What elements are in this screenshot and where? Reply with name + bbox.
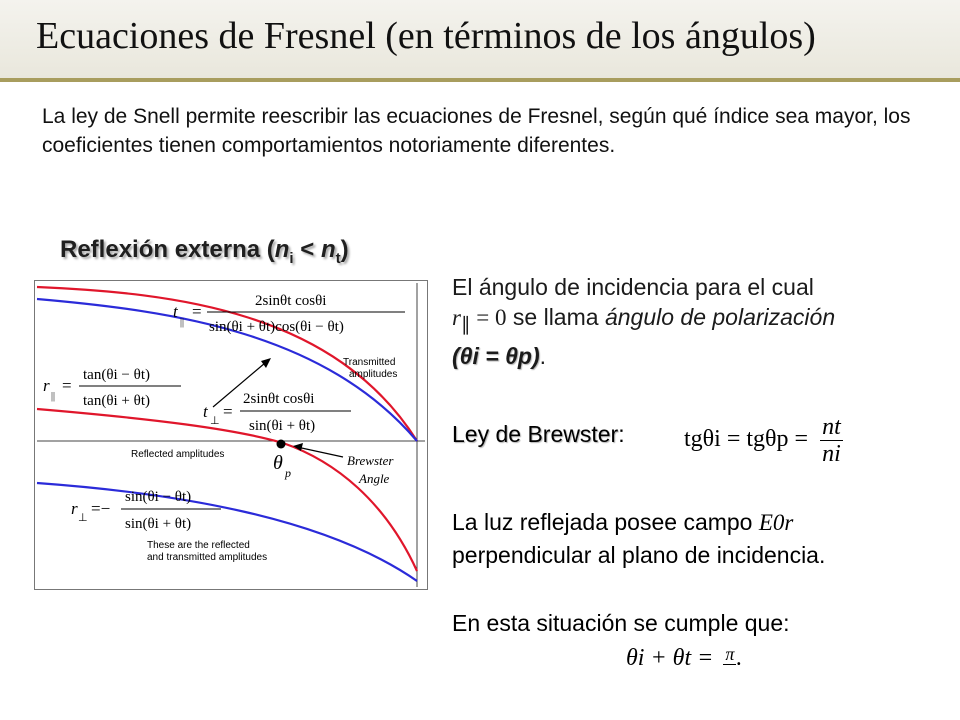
- r-perp-eq-sign: =−: [91, 499, 111, 518]
- subtitle-n-i: n: [274, 236, 290, 263]
- r-perp-lhs: r: [71, 499, 78, 518]
- t-par-eq-sign: =: [192, 302, 202, 321]
- t-perp-eq-sign: =: [223, 402, 233, 421]
- t-perp-sub: ⊥: [210, 415, 220, 427]
- final-eq-lhs: θi + θt =: [626, 645, 714, 672]
- right-panel: [452, 272, 952, 371]
- transmitted-arrowhead: [261, 358, 271, 368]
- p1-end: .: [539, 342, 547, 369]
- r-par-den: tan(θi + θt): [83, 393, 150, 409]
- condition-paragraph: En esta situación se cumple que:: [452, 610, 790, 636]
- p3-line1: [452, 506, 952, 539]
- p1-line1: El ángulo de incidencia para el cual: [452, 274, 814, 300]
- p3-line1-text: La luz reflejada posee campo: [452, 509, 759, 535]
- r-par-sub: ||: [51, 391, 56, 402]
- subtitle-prefix: Reflexión externa (: [60, 236, 275, 263]
- fresnel-plot: [35, 281, 427, 589]
- polarization-paragraph: [452, 506, 952, 572]
- intro-paragraph: La ley de Snell permite reescribir las ecuaciones de Fresnel, según qué índice sea mayor, los coeficientes tienen comportamientos notoriamente diferentes.: [42, 105, 911, 157]
- slide-title: Ecuaciones de Fresnel (en términos de los ángulos): [36, 15, 816, 57]
- brewster-label-2: Angle: [359, 471, 390, 486]
- p1-r-sub: ∥: [460, 314, 471, 336]
- t-par-num: 2sinθt cosθi: [255, 293, 327, 309]
- r-par-num: tan(θi − θt): [83, 367, 150, 383]
- t-perp-lhs: t: [203, 402, 208, 421]
- p3-line2: perpendicular al plano de incidencia.: [452, 542, 826, 568]
- transmitted-label-2: amplitudes: [349, 369, 398, 380]
- p1-cond: (θi = θp): [452, 342, 540, 369]
- r-perp-den: sin(θi + θt): [125, 516, 192, 532]
- t-perp-den: sin(θi + θt): [249, 418, 316, 434]
- t-par-sub: ||: [180, 317, 185, 328]
- final-equation: [626, 644, 742, 675]
- p1-r: r: [452, 305, 461, 330]
- brewster-equation: [684, 414, 843, 467]
- p1-line2: [452, 302, 952, 341]
- r-perp-curve: [37, 483, 417, 581]
- brewster-law-colon: :: [618, 421, 625, 447]
- figure-note-2: and transmitted amplitudes: [147, 552, 268, 563]
- section-subtitle: [60, 236, 349, 267]
- theta-p-sub: p: [285, 466, 291, 480]
- t-par-lhs: t: [173, 302, 178, 321]
- final-eq-end: .: [736, 645, 743, 672]
- p1-italic: ángulo de polarización: [604, 304, 836, 330]
- subtitle-n-t: n: [320, 236, 336, 263]
- p1-line3: [452, 341, 952, 371]
- brewster-fraction: [820, 414, 843, 467]
- final-fraction: [723, 644, 736, 675]
- brewster-eq-lhs: tgθi = tgθp =: [684, 426, 809, 453]
- brewster-label-1: Brewster: [347, 453, 394, 468]
- r-par-eq-sign: =: [62, 376, 72, 395]
- p1-eq: = 0: [470, 305, 507, 330]
- fresnel-figure: [34, 280, 428, 590]
- transmitted-label-1: Transmitted: [343, 357, 396, 368]
- t-perp-num: 2sinθt cosθi: [243, 391, 315, 407]
- subtitle-sub-t: t: [335, 249, 341, 267]
- brewster-num: nt: [822, 414, 841, 440]
- figure-note-1: These are the reflected: [147, 540, 250, 551]
- brewster-law-label: [452, 421, 625, 448]
- p3-field: E0r: [758, 510, 794, 535]
- subtitle-sub-i: i: [289, 249, 294, 267]
- r-perp-num: sin(θi − θt): [125, 489, 192, 505]
- final-eq-num: π: [725, 644, 735, 664]
- theta-p-symbol: θ: [273, 452, 283, 474]
- subtitle-suffix: ): [340, 236, 349, 263]
- p1-mid: se llama: [506, 304, 605, 330]
- brewster-den: ni: [822, 441, 841, 467]
- r-perp-sub: ⊥: [78, 512, 88, 524]
- reflected-label: Reflected amplitudes: [131, 449, 225, 460]
- title-rule: [0, 78, 960, 82]
- final-eq-den: [723, 665, 736, 675]
- brewster-law-text: Ley de Brewster: [452, 421, 619, 447]
- subtitle-middle: <: [293, 236, 321, 263]
- brewster-point: [277, 440, 286, 449]
- r-par-lhs: r: [43, 376, 50, 395]
- t-par-den: sin(θi + θt)cos(θi − θt): [209, 319, 344, 335]
